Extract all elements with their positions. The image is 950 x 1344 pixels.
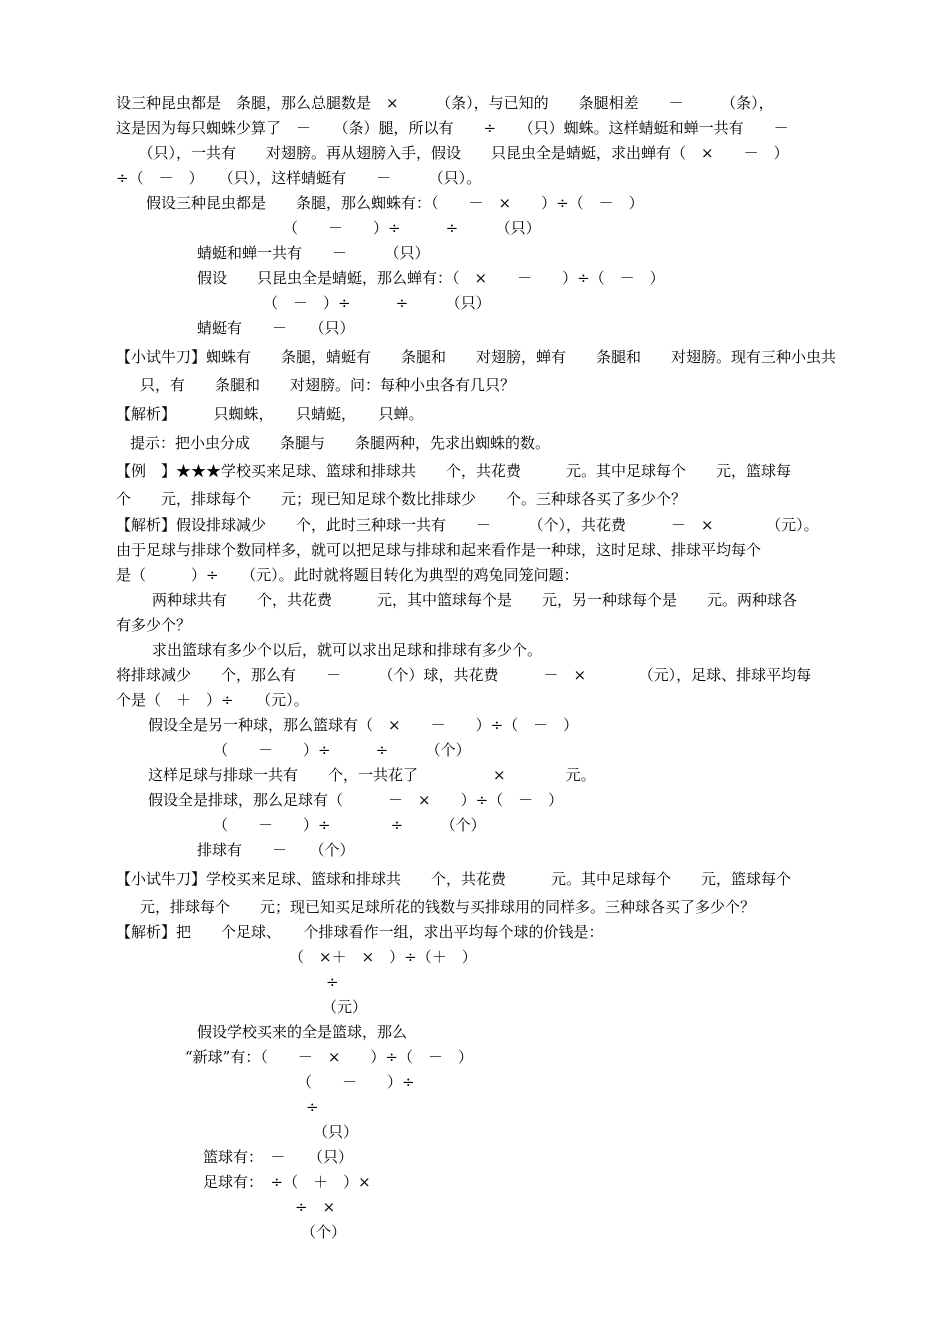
text-line: 假设三种昆虫都是 条腿，那么蜘蛛有：（ － × ）÷（ － ） <box>116 194 644 212</box>
text-line: （只），一共有 对翅膀。再从翅膀入手，假设 只昆虫全是蜻蜓，求出蝉有（ × － ） <box>116 144 789 162</box>
text-line: 【解析】假设排球减少 个，此时三种球一共有 － （个），共花费 － × （元）。 <box>116 516 819 534</box>
text-line: 排球有 － （个） <box>197 841 355 859</box>
text-line: （ ×＋ × ）÷（＋ ） <box>289 948 477 966</box>
text-line: 【小试牛刀】蜘蛛有 条腿，蜻蜓有 条腿和 对翅膀，蝉有 条腿和 对翅膀。现有三种小虫共 <box>116 348 837 366</box>
text-line: （ － ）÷ ÷ （个） <box>213 741 471 759</box>
text-line: 求出篮球有多少个以后，就可以求出足球和排球有多少个。 <box>152 641 543 659</box>
text-line: 个是（ ＋ ）÷ （元）。 <box>116 691 309 709</box>
text-line: 篮球有： － （只） <box>203 1148 354 1166</box>
text-line: ÷ × <box>295 1198 336 1216</box>
text-line: ÷ <box>326 973 339 991</box>
text-line: 蜻蜓有 － （只） <box>197 319 355 337</box>
text-line: 这样足球与排球一共有 个，一共花了 × 元。 <box>148 766 596 784</box>
text-line: （个） <box>301 1223 347 1241</box>
text-line: 是（ ）÷ （元）。此时就将题目转化为典型的鸡兔同笼问题： <box>116 566 579 584</box>
text-line: 设三种昆虫都是 条腿，那么总腿数是 × （条），与已知的 条腿相差 － （条）， <box>116 94 774 112</box>
text-line: （ － ）÷ ÷ （个） <box>213 816 486 834</box>
text-line: （ － ）÷ ÷ （只） <box>283 219 541 237</box>
text-line: 两种球共有 个，共花费 元，其中篮球每个是 元，另一种球每个是 元。两种球各 <box>152 591 798 609</box>
text-line: （ － ）÷ <box>297 1073 415 1091</box>
text-line: 只，有 条腿和 对翅膀。问：每种小虫各有几只？ <box>140 376 516 394</box>
text-line: ÷ <box>306 1098 319 1116</box>
text-line: 【例 】★★★学校买来足球、篮球和排球共 个，共花费 元。其中足球每个 元，篮球每 <box>116 462 792 480</box>
text-line: 这是因为每只蜘蛛少算了 － （条）腿，所以有 ÷ （只）蜘蛛。这样蜻蜓和蝉一共有 － <box>116 119 789 137</box>
text-line: 假设全是排球，那么足球有（ － × ）÷（ － ） <box>148 791 564 809</box>
text-line: 有多少个？ <box>116 616 192 634</box>
text-line: 假设学校买来的全是篮球，那么 <box>197 1023 408 1041</box>
text-line: 【解析】 只蜘蛛， 只蜻蜓， 只蝉。 <box>116 405 424 423</box>
text-line: 由于足球与排球个数同样多，就可以把足球与排球和起来看作是一种球，这时足球、排球平均每个 <box>116 541 762 559</box>
text-line: ÷（ － ） （只），这样蜻蜓有 － （只）。 <box>116 169 482 187</box>
text-line: 【小试牛刀】学校买来足球、篮球和排球共 个，共花费 元。其中足球每个 元，篮球每个 <box>116 870 792 888</box>
text-line: （只） <box>313 1123 359 1141</box>
text-line: 个 元，排球每个 元；现已知足球个数比排球少 个。三种球各买了多少个？ <box>116 490 687 508</box>
text-line: “新球”有：（ － × ）÷（ － ） <box>185 1048 473 1066</box>
text-line: （元） <box>322 998 368 1016</box>
text-line: （ － ）÷ ÷ （只） <box>263 294 491 312</box>
text-line: 假设全是另一种球，那么篮球有（ × － ）÷（ － ） <box>148 716 579 734</box>
text-line: 将排球减少 个，那么有 － （个）球，共花费 － × （元），足球、排球平均每 <box>116 666 812 684</box>
text-line: 元，排球每个 元；现已知买足球所花的钱数与买排球用的同样多。三种球各买了多少个？ <box>140 898 756 916</box>
text-line: 假设 只昆虫全是蜻蜓，那么蝉有：（ × － ）÷（ － ） <box>197 269 665 287</box>
text-line: 足球有： ÷（ ＋ ）× <box>203 1173 371 1191</box>
text-line: 蜻蜓和蝉一共有 － （只） <box>197 244 430 262</box>
text-line: 【解析】把 个足球、 个排球看作一组，求出平均每个球的价钱是： <box>116 923 604 941</box>
text-line: 提示：把小虫分成 条腿与 条腿两种，先求出蜘蛛的数。 <box>130 434 551 452</box>
